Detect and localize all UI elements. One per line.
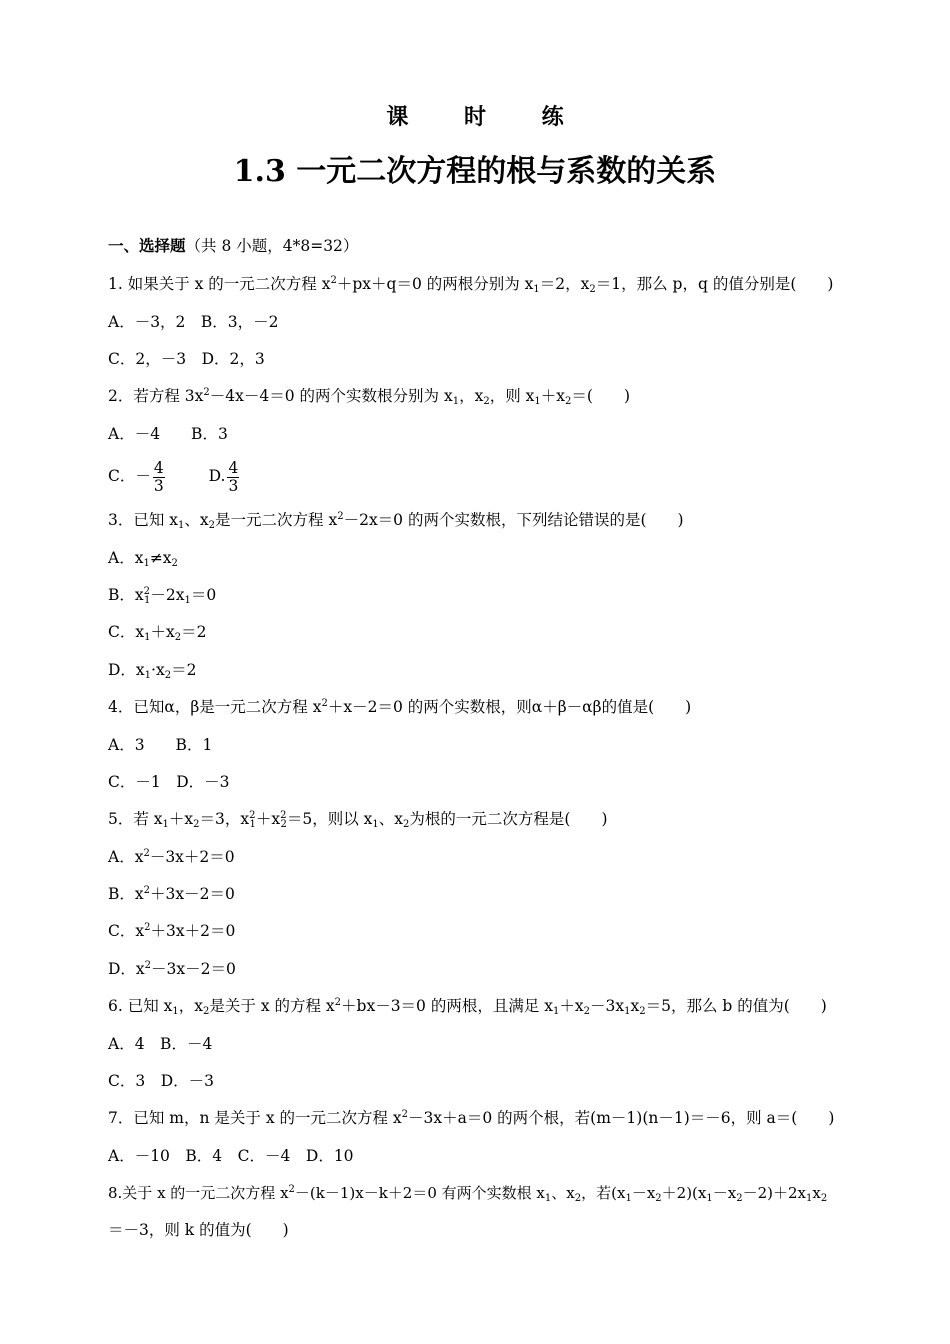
question-5-option-d: D．$x^2-3x-2=0$ [108, 960, 236, 978]
question-5-option-b: B．$x^2+3x-2=0$ [108, 885, 235, 903]
question-3-option-d: D．$x_1\cdot x_2=2$ [108, 661, 197, 681]
question-8-line-2: ＝－3，则 k 的值为( ) [108, 1221, 289, 1239]
question-2: 2．若方程 $3x^2-4x-4=0$ 的两个实数根分别为 $x_1$，$x_2$，则 $x_1+x_2=$( ) [108, 387, 630, 407]
question-3-option-c: C．$x_1+x_2=2$ [108, 623, 207, 643]
question-5-option-a: A．$x^2-3x+2=0$ [108, 848, 235, 866]
fraction: $\frac{4}{3}$ [153, 458, 164, 495]
question-7: 7．已知 m，n 是关于 x 的一元二次方程 $x^2-3x+a=0$ 的两个根，若(m－1)(n－1)＝－6，则 a＝( ) [108, 1109, 835, 1127]
question-4-options-cd: C．－1 D．－3 [108, 773, 230, 791]
fraction: $\frac{4}{3}$ [228, 458, 239, 495]
question-3-option-b: B．$x^2_1-2x_1=0$ [108, 586, 217, 606]
section-heading: 一、选择题（共 8 小题，4*8=32） [108, 236, 359, 255]
question-5: 5．若 $x_1+x_2=3$，$x^2_1+x^2_2=5$，则以 $x_1$、$x_2$为根的一元二次方程是( ) [108, 810, 608, 830]
question-1-options-cd: C．2，－3 D．2，3 [108, 350, 265, 368]
doc-title: 1.3 一元二次方程的根与系数的关系 [233, 154, 717, 189]
question-2-options-ab: A．－4 B．3 [108, 425, 228, 443]
question-6-options-cd: C．3 D．－3 [108, 1072, 215, 1090]
question-4: 4．已知α，β是一元二次方程 $x^2+x-2=0$ 的两个实数根，则α＋β－αβ的值是( ) [108, 698, 692, 716]
question-1: 1. 如果关于 x 的一元二次方程 $x^2+px+q=0$ 的两根分别为 $x_1=2$，$x_2=1$，那么 p，q 的值分别是( ) [108, 275, 834, 295]
question-6-options-ab: A．4 B．－4 [108, 1035, 213, 1053]
question-5-option-c: C．$x^2+3x+2=0$ [108, 922, 236, 940]
question-3: 3．已知 $x_1$、$x_2$是一元二次方程 $x^2-2x=0$ 的两个实数根，下列结论错误的是( ) [108, 511, 684, 531]
question-7-options: A．－10 B．4 C．－4 D．10 [108, 1147, 354, 1165]
question-1-options-ab: A．－3，2 B．3，－2 [108, 313, 279, 331]
question-4-options-ab: A．3 B．1 [108, 736, 213, 754]
question-8: 8.关于 x 的一元二次方程 $x^2-(k-1)x-k+2=0$ 有两个实数根 $x_1$、$x_2$，若$(x_1-x_2+2)(x_1-x_2-2)+2x_1x_2$ [108, 1184, 828, 1204]
question-6: 6. 已知 $x_1$，$x_2$是关于 x 的方程 $x^2+bx-3=0$ 的两根，且满足 $x_1+x_2-3x_1x_2=5$，那么 b 的值为( ) [108, 997, 827, 1017]
doc-header-title: 课 时 练 [386, 104, 588, 130]
question-2-options-cd: C．－ $\frac{4}{3}$ D. $\frac{4}{3}$ [108, 458, 239, 495]
question-3-option-a: A．$x_1\ne x_2$ [108, 549, 178, 569]
